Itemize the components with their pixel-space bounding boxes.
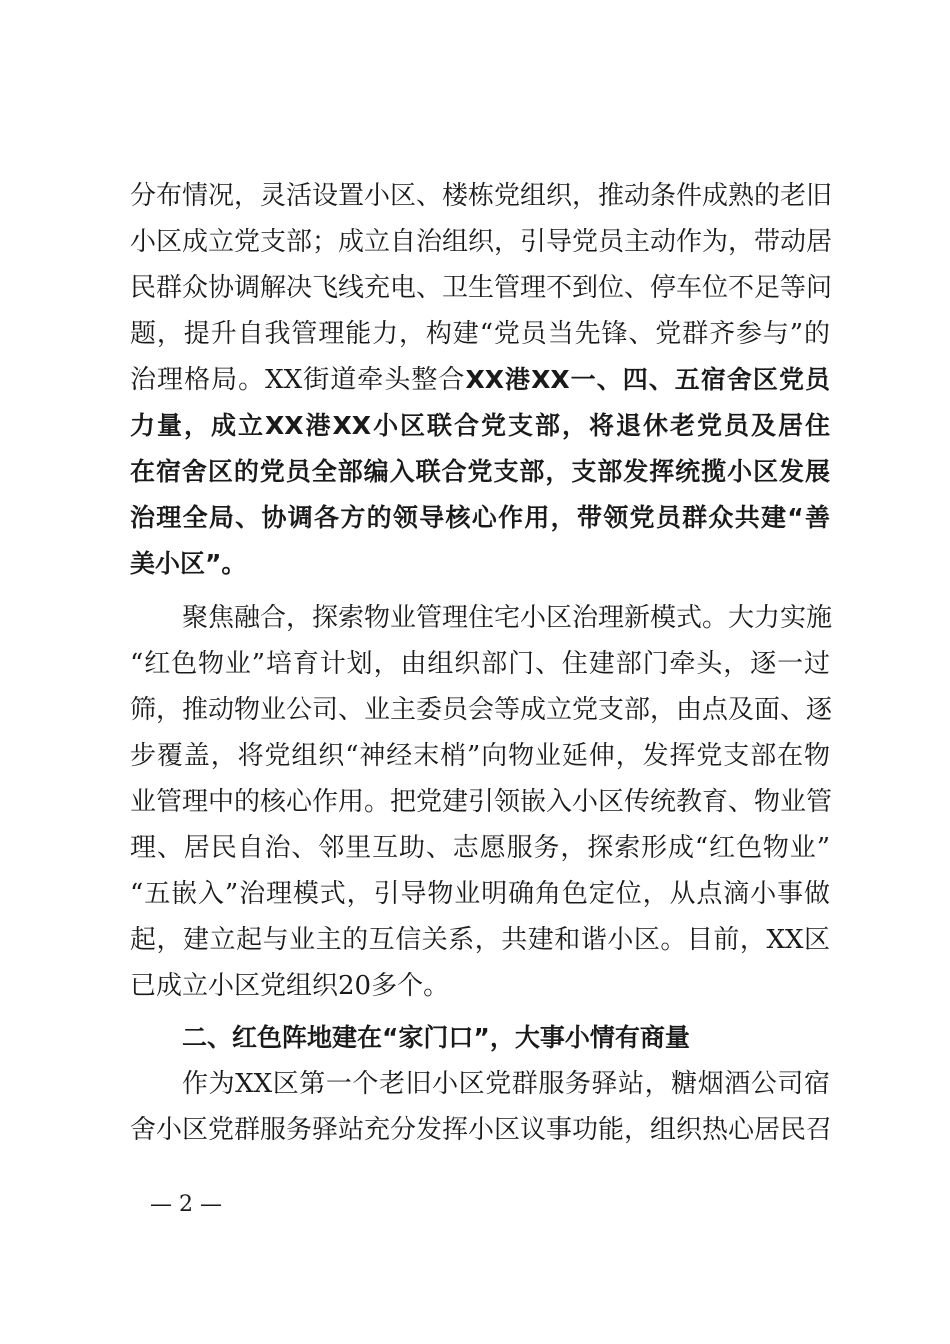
- body-line-16: “五嵌入”治理模式，引导物业明确角色定位，从点滴小事做: [130, 879, 830, 909]
- body-line-7: 在宿舍区的党员全部编入联合党支部，支部发挥统揽小区发展: [130, 457, 830, 486]
- body-line-10: 聚焦融合，探索物业管理住宅小区治理新模式。大力实施: [182, 603, 833, 633]
- body-line-21: 舍小区党群服务驿站充分发挥小区议事功能，组织热心居民召: [130, 1115, 833, 1145]
- body-line-2: 小区成立党支部；成立自治组织，引导党员主动作为，带动居: [130, 227, 833, 257]
- body-line-8: 治理全局、协调各方的领导核心作用，带领党员群众共建“善: [130, 503, 830, 532]
- body-line-17: 起，建立起与业主的互信关系，共建和谐小区。目前，XX区: [130, 925, 830, 955]
- body-line-6: 力量，成立XX港XX小区联合党支部，将退休老党员及居住: [130, 411, 830, 440]
- body-line-11: “红色物业”培育计划，由组织部门、住建部门牵头，逐一过: [130, 649, 830, 679]
- body-line-12: 筛，推动物业公司、业主委员会等成立党支部，由点及面、逐: [130, 695, 833, 725]
- body-line-20: 作为XX区第一个老旧小区党群服务驿站，糖烟酒公司宿: [182, 1069, 830, 1099]
- section-heading: 二、红色阵地建在“家门口”，大事小情有商量: [182, 1023, 690, 1052]
- body-line-18: 已成立小区党组织20多个。: [130, 971, 450, 1001]
- body-line-5: [130, 362, 830, 398]
- body-line-5-bold: XX港XX一、四、五宿舍区党员: [465, 365, 830, 394]
- body-line-9: 美小区”。: [130, 549, 247, 578]
- body-line-14: 业管理中的核心作用。把党建引领嵌入小区传统教育、物业管: [130, 787, 833, 817]
- body-line-15: 理、居民自治、邻里互助、志愿服务，探索形成“红色物业”: [130, 833, 830, 863]
- body-line-13: 步覆盖，将党组织“神经末梢”向物业延伸，发挥党支部在物: [130, 741, 830, 771]
- body-line-3: 民群众协调解决飞线充电、卫生管理不到位、停车位不足等问: [130, 273, 833, 303]
- body-line-4: 题，提升自我管理能力，构建“党员当先锋、党群齐参与”的: [130, 319, 830, 349]
- body-line-1: 分布情况，灵活设置小区、楼栋党组织，推动条件成熟的老旧: [130, 181, 833, 211]
- body-line-5-prefix: 治理格局。XX街道牵头整合: [130, 365, 466, 395]
- page-number: — 2 —: [150, 1192, 222, 1217]
